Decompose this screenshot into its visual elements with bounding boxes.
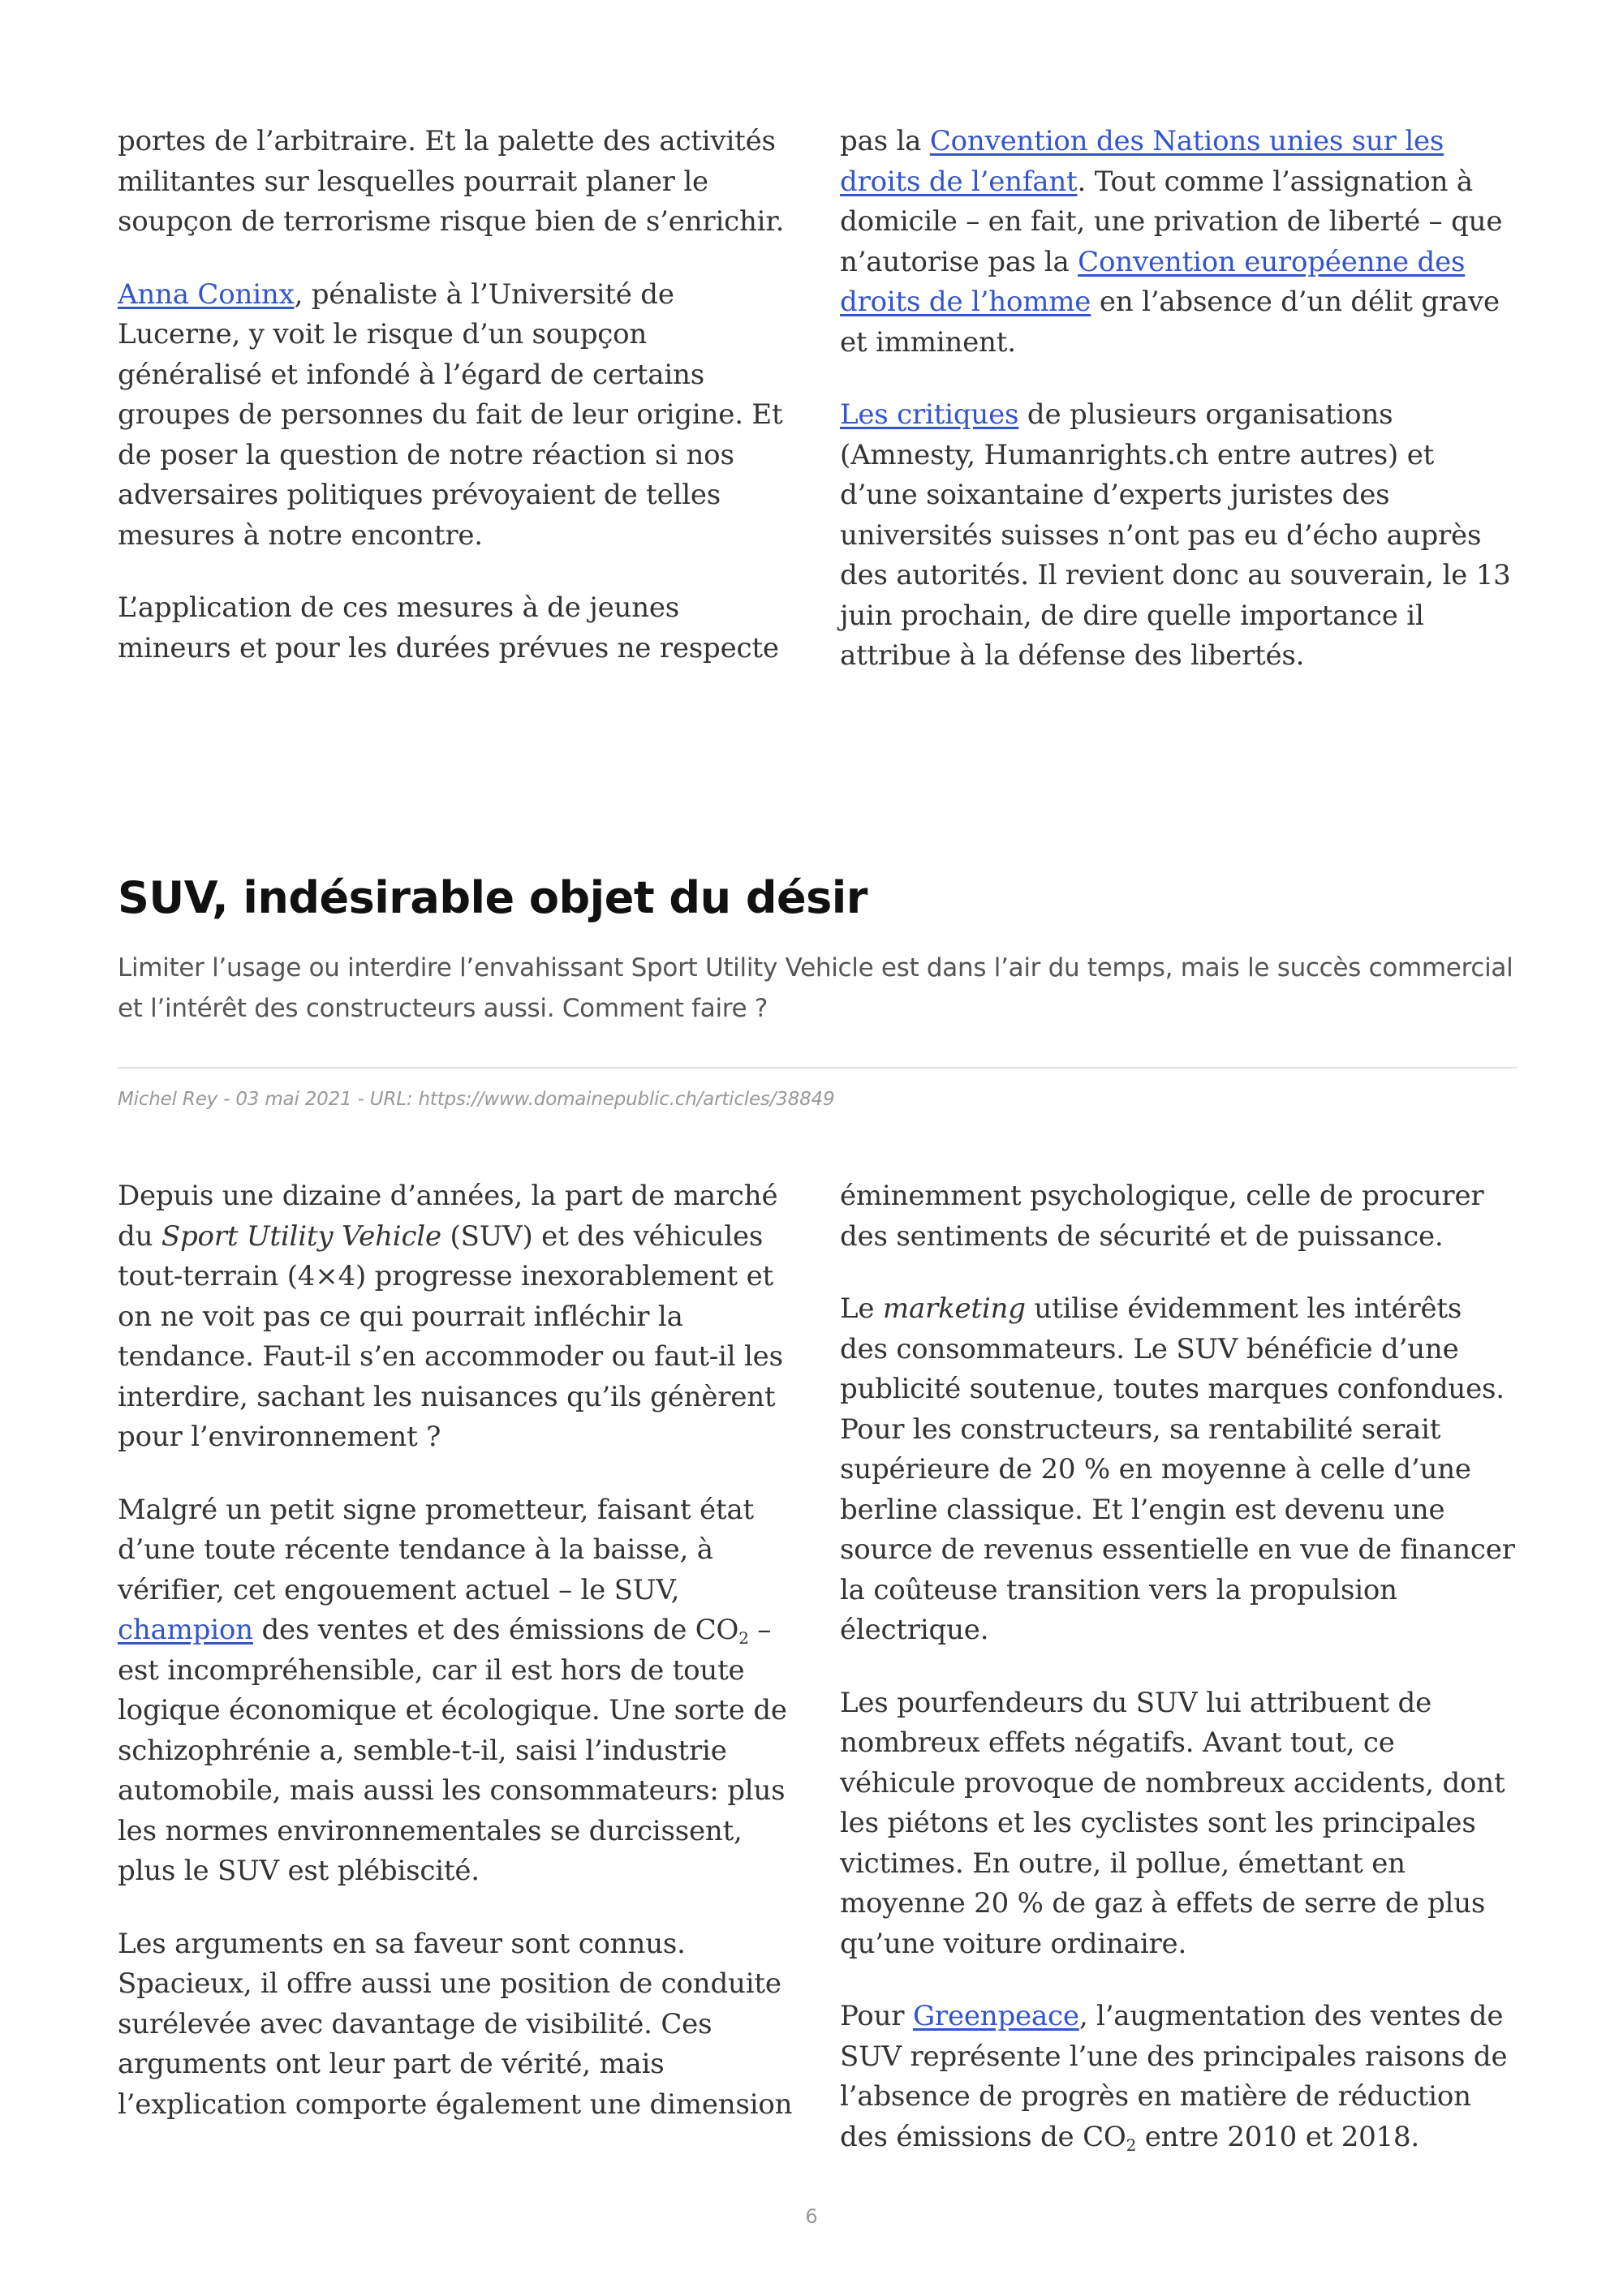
paragraph: Les pourfendeurs du SUV lui attribuent de nombreux effets négatifs. Avant tout, ce véhicule provoque de nombreux accidents, dont les piétons et les cyclistes sont les principales victimes. En outre, il pollue, émettant en moyenne 20 % de gaz à effets de serre de plus qu’une voiture ordinaire. — [840, 1686, 1505, 1960]
divider — [118, 1067, 1518, 1068]
article-meta: Michel Rey - 03 mai 2021 - URL: https://www.domainepublic.ch/articles/38849 — [118, 1089, 835, 1110]
paragraph: Depuis une dizaine d’années, la part de marché du Sport Utility Vehicle (SUV) et des véhicules tout-terrain (4×4) progresse inexorablement et on ne voit pas ce qui pourrait infléchir la tendance. Faut-il s’en accommoder ou faut-il les interdire, sachant les nuisances qu’ils génèrent pour l’environnement ? — [118, 1180, 783, 1453]
paragraph: éminemment psychologique, celle de procurer des sentiments de sécurité et de puissance. — [840, 1180, 1484, 1253]
paragraph: Pour Greenpeace, l’augmentation des ventes de SUV représente l’une des principales raisons de l’absence de progrès en matière de réduction des émissions de $CO_2$ entre 2010 et 2018. — [840, 2000, 1508, 2155]
paragraph: pas la Convention des Nations unies sur les droits de l’enfant. Tout comme l’assignation à domicile – en fait, une privation de liberté – que n’autorise pas la Convention européenne des droits de l’homme en l’absence d’un délit grave et imminent. — [840, 125, 1503, 359]
paragraph: Malgré un petit signe prometteur, faisant état d’une toute récente tendance à la baisse, à vérifier, cet engouement actuel – le SUV, champion des ventes et des émissions de $CO_2$ – est incompréhensible, car il est hors de toute logique économique et écologique. Une sorte de schizophrénie a, semble-t-il, saisi l’industrie automobile, mais aussi les consommateurs: plus les normes environnementales se durcissent, plus le SUV est plébiscité. — [118, 1493, 787, 1887]
previous-article-columns — [118, 122, 1518, 677]
link-convention-droits-homme[interactable]: Convention européenne des droits de l’homme — [840, 245, 1466, 318]
column-left — [118, 122, 795, 677]
column-left — [118, 1176, 795, 2157]
article-title: SUV, indésirable objet du désir — [118, 872, 867, 923]
link-les-critiques[interactable]: Les critiques — [840, 398, 1019, 431]
article-lead: Limiter l’usage ou interdire l’envahissant Sport Utility Vehicle est dans l’air du temps, mais le succès commercial et l’intérêt des constructeurs aussi. Comment faire ? — [118, 953, 1513, 1023]
paragraph: L’application de ces mesures à de jeunes mineurs et pour les durées prévues ne respecte — [118, 591, 779, 664]
paragraph: portes de l’arbitraire. Et la palette des activités militantes sur lesquelles pourrait planer le soupçon de terrorisme risque bien de s’enrichir. — [118, 125, 785, 238]
link-convention-droits-enfant[interactable]: Convention des Nations unies sur les droits de l’enfant — [840, 125, 1444, 198]
link-anna-coninx[interactable]: Anna Coninx — [118, 277, 295, 311]
column-right — [840, 1176, 1518, 2157]
link-champion[interactable]: champion — [118, 1614, 253, 1646]
page-number: 6 — [805, 2205, 818, 2228]
paragraph: Les critiques de plusieurs organisations (Amnesty, Humanrights.ch entre autres) et d’une soixantaine d’experts juristes des universités suisses n’ont pas eu d’écho auprès des autorités. Il revient donc au souverain, le 13 juin prochain, de dire quelle importance il attribue à la défense des libertés. — [840, 398, 1511, 672]
link-greenpeace[interactable]: Greenpeace — [912, 2000, 1079, 2032]
paragraph: Le marketing utilise évidemment les intérêts des consommateurs. Le SUV bénéficie d’une publicité soutenue, toutes marques confondues. Pour les constructeurs, sa rentabilité serait supérieure de 20 % en moyenne à celle d’une berline classique. Et l’engin est devenu une source de revenus essentielle en vue de financer la coûteuse transition vers la propulsion électrique. — [840, 1292, 1515, 1646]
article-body-columns — [118, 1176, 1518, 2157]
paragraph: Anna Coninx, pénaliste à l’Université de Lucerne, y voit le risque d’un soupçon généralisé et infondé à l’égard de certains groupes de personnes du fait de leur origine. Et de poser la question de notre réaction si nos adversaires politiques prévoyaient de telles mesures à notre encontre. — [118, 277, 783, 552]
paragraph: Les arguments en sa faveur sont connus. Spacieux, il offre aussi une position de conduite surélevée avec davantage de visibilité. Ces arguments ont leur part de vérité, mais l’explication comporte également une dimension — [118, 1927, 793, 2121]
column-right — [840, 122, 1518, 677]
